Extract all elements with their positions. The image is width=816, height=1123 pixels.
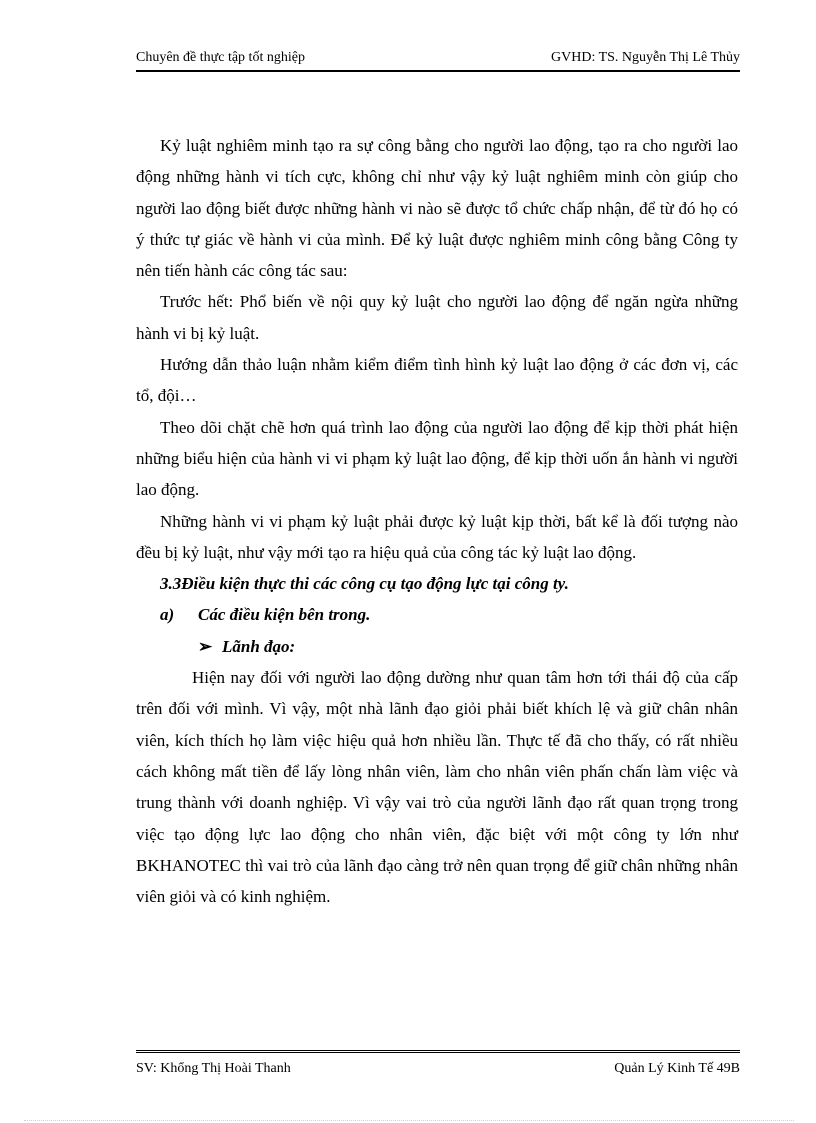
footer-major: Quản Lý Kinh Tế 49B [614, 1061, 740, 1076]
bullet-leadership-text: Lãnh đạo: [222, 636, 296, 656]
paragraph-timely-discipline: Những hành vi vi phạm kỷ luật phải được kỷ luật kịp thời, bất kể là đối tượng nào đều bị kỷ luật, như vậy mới tạo ra hiệu quả của công tác kỷ luật lao động. [136, 511, 738, 562]
footer-student: SV: Khổng Thị Hoài Thanh [136, 1061, 291, 1076]
page-bottom-rule [24, 1120, 794, 1121]
bullet-leadership [136, 631, 738, 662]
sub-heading [136, 599, 738, 630]
paragraph-first-step: Trước hết: Phổ biến về nội quy kỷ luật cho người lao động để ngăn ngừa những hành vi bị kỷ luật. [136, 292, 738, 343]
paragraph-monitoring: Theo dõi chặt chẽ hơn quá trình lao động của người lao động để kịp thời phát hiện những biểu hiện của hành vi vi phạm kỷ luật lao động, để kịp thời uốn ắn hành vi người lao động. [136, 417, 738, 500]
header-supervisor: GVHD: TS. Nguyễn Thị Lê Thủy [551, 50, 740, 65]
section-heading: 3.3Điều kiện thực thi các công cụ tạo động lực tại công ty. [160, 574, 569, 594]
sub-heading-text: Các điều kiện bên trong. [198, 605, 371, 625]
sub-heading-marker: a) [160, 605, 175, 625]
page-footer [136, 1050, 740, 1083]
paragraph-leadership: Hiện nay đối với người lao động dường như quan tâm hơn tới thái độ của cấp trên đối với mình. Vì vậy, một nhà lãnh đạo giỏi phải biết khích lệ và giữ chân nhân viên, kích thích họ làm việc hiệu quả hơn nhiều lần. Thực tế đã cho thấy, có rất nhiều cách không mất tiền để lấy lòng nhân viên, làm cho nhân viên phấn chấn làm việc và trung thành với doanh nghiệp. Vì vậy vai trò của người lãnh đạo rất quan trọng trong việc tạo động lực lao động cho nhân viên, đặc biệt với một công ty lớn như BKHANOTEC thì vai trò của lãnh đạo càng trở nên quan trọng để giữ chân những nhân viên giỏi và có kinh nghiệm. [136, 668, 738, 907]
paragraph-discipline-intro: Kỷ luật nghiêm minh tạo ra sự công bằng cho người lao động, tạo ra cho người lao động những hành vi tích cực, không chỉ như vậy kỷ luật nghiêm minh còn giúp cho người lao động biết được những hành vi nào sẽ được tổ chức chấp nhận, để từ đó họ có ý thức tự giác về hành vi của mình. Để kỷ luật được nghiêm minh công bằng Công ty nên tiến hành các công tác sau: [136, 136, 738, 281]
header-document-title: Chuyên đề thực tập tốt nghiệp [136, 50, 305, 65]
arrow-bullet-icon: ➢ [198, 636, 213, 656]
document-body [136, 130, 738, 912]
page-header [136, 50, 740, 72]
paragraph-guidance: Hướng dẫn thảo luận nhằm kiểm điểm tình hình kỷ luật lao động ở các đơn vị, các tổ, đội… [136, 355, 738, 406]
